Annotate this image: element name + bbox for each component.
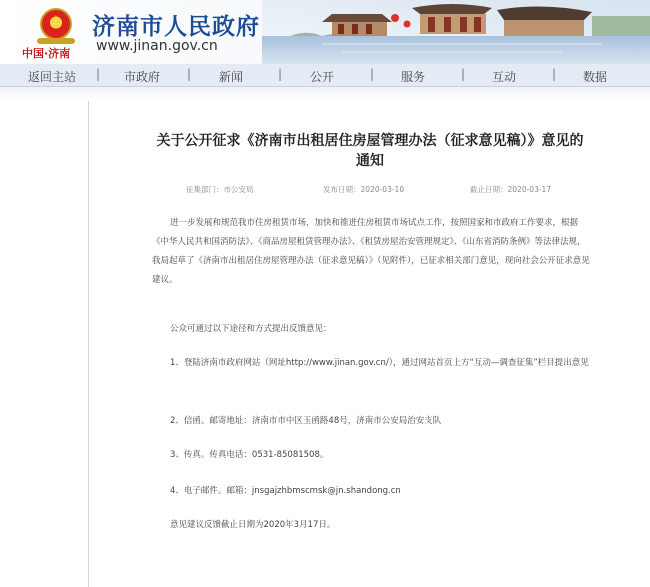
nav-item-city-government[interactable]: 市政府 [124, 70, 161, 84]
meta-deadline-value: 2020-03-17 [507, 185, 552, 194]
national-emblem-icon: ★ [40, 8, 72, 40]
nav-item-interaction[interactable]: 互动 [492, 70, 517, 84]
article-panel [88, 101, 649, 587]
meta-department-value: 市公安局 [223, 185, 254, 194]
nav-item-data[interactable]: 数据 [583, 70, 608, 84]
nav-shadow [0, 87, 650, 101]
intro-paragraph: 进一步发展和规范我市住房租赁市场，加快和推进住房租赁市场试点工作，按照国家和市政府工作要求，根据《中华人民共和国消防法》、《商品房屋租赁管理办法》、《租赁房屋治安管理规定》、《山东省消防条例》等法律法规，我局起草了《济南市出租居住房屋管理办法（征求意见稿）》（见附件），已征求相关部门意见，现向社会公开征求意见建议。 [152, 218, 590, 285]
method-fax: 3、传真。传真电话：0531-85081508。 [170, 450, 329, 460]
meta-publish-date [323, 184, 404, 195]
meta-department-label: 征集部门： [186, 185, 224, 194]
emblem-base [37, 38, 75, 44]
nav-item-services[interactable]: 服务 [401, 70, 426, 84]
method-website: 1、登陆济南市政府网站（网址http://www.jinan.gov.cn/），通过网站首页上方“互动—调查征集”栏目提出意见 [170, 358, 589, 368]
nav-item-news[interactable]: 新闻 [219, 70, 244, 84]
nav-separator: | [552, 67, 557, 81]
deadline-notice: 意见建议反馈截止日期为2020年3月17日。 [170, 520, 336, 530]
meta-publish-value: 2020-03-10 [360, 185, 405, 194]
nav-item-open[interactable]: 公开 [310, 70, 335, 84]
meta-deadline-date [470, 184, 551, 195]
article-title: 关于公开征求《济南市出租居住房屋管理办法（征求意见稿）》意见的通知 [156, 133, 584, 169]
nav-separator: | [278, 67, 283, 81]
nav-separator: | [370, 67, 375, 81]
main-nav-bar [0, 64, 650, 87]
nav-separator: | [461, 67, 466, 81]
meta-publish-label: 发布日期： [323, 185, 361, 194]
meta-department [186, 184, 254, 195]
site-header [0, 0, 650, 64]
nav-separator: | [187, 67, 192, 81]
site-url[interactable]: www.jinan.gov.cn [96, 38, 218, 54]
nav-item-home[interactable]: 返回主站 [28, 70, 77, 84]
method-letter: 2、信函。邮寄地址：济南市市中区玉函路48号，济南市公安局治安支队 [170, 416, 442, 426]
feedback-methods-heading: 公众可通过以下途径和方式提出反馈意见： [170, 324, 332, 334]
meta-deadline-label: 截止日期： [470, 185, 508, 194]
method-email: 4、电子邮件。邮箱：jnsgajzhbmscmsk@jn.shandong.cn [170, 486, 401, 496]
city-slogan: 中国·济南 [22, 47, 71, 60]
nav-separator: | [96, 67, 101, 81]
scenery-banner-image [262, 0, 650, 64]
site-title[interactable]: 济南市人民政府 [92, 14, 260, 40]
